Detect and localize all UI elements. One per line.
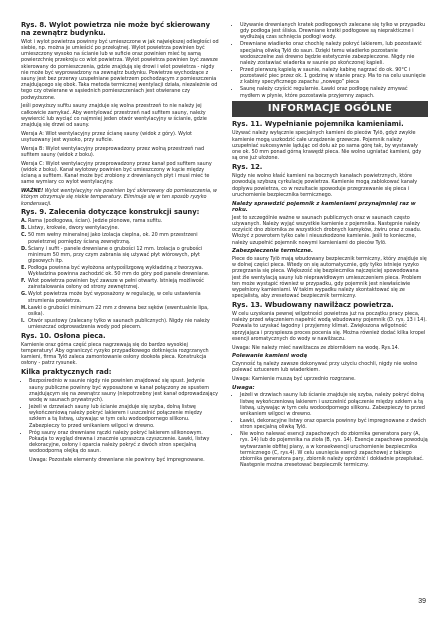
rys11-paragraph: Używać należy wyłącznie specjalnych kamieni do pieców Tylö, gdyż zwykłe kamienie mogą uszkodzić całe urządzenie grzewcze. Pojemnik należy uzupełniać sukcesywnie lądując od dołu aż po sama górę tak, by wystawały one ok. 50 mm ponad górną krawędź pieca. Nie wolno ugniatać kamieni, gdy są one już ułożone. [232,130,422,162]
rys13-heading: Rys. 13. Wbudowany nawilżacz powietrza. [232,300,394,309]
list-item: • Nie wolno nalewać esencji zapachowych do zbiornika generatora pary (A, rys. 14) lub do pojemnika na zioła (B, rys. 14). Esencje zapachowe powodują wytwarzanie obfitej piany, a w konsekwencji uruchomienie bezpiecznika termicznego (C, rys.4). W celu usunięcia esencji zapachowej z takiego zbiornika generatora pary, zbiornik należy opróżnić i dokładnie przepłukać. Następnie można zresetować bezpiecznik termiczny. [240,431,428,468]
wazne-note [21,188,219,207]
list-item: G. Wylot powietrza może być wyposażony w regulację, w celu ustawienia strumienia powietrza. [21,291,201,304]
rys10-paragraph: Kamienie oraz górna część pieca nagrzewają się do bardzo wysokiej temperatury! Aby ograniczyć ryzyko przypadkowego dotknięcia rozgrzanych kamieni, firma Tylö zaleca zamontowanie osłony dookoła pieca. Konstrukcja osłony - patrz rysunek. [21,341,209,367]
polewanie-heading: Polewanie kamieni wodą [232,353,308,360]
list-item: • Próg sauny oraz drewniane rączki należy pokryć lakierem silikonowym. Pokazja to wygląd drewna i znacznie upraszcza czyszczenie. Ławki, listwy dekoracyjne, osłony i oparcia należy pokryć z dwóch stron specjalną wodoodporną olejką do saun. [29,430,219,455]
list-item: • Ławki, dekoracyjne listwy oraz oparcia powinny być impregnowane z dwóch stron specjalną oliwką Tylö. [240,418,428,430]
wersja-b-paragraph: Wersja B: Wylot wentylacyjny przeprowadzony przez wolną przestrzeń nad sufitem sauny (widok z boku). [21,145,205,158]
rys8-heading: Rys. 8. Wylot powietrza nie może być skierowany na zewnątrz budynku. [21,21,211,37]
uwaga-heading: Uwaga: [232,384,255,391]
list-item: I. Otwór spustowy (zalecany tylko w saunach publicznych). Nigdy nie należy umieszczać odprowadzenia wody pod piecem. [21,317,210,331]
list-item: D. Ściany i sufit - panele drewniane o grubości 12 mm. Izolacja o grubości minimum 50 mm, przy czym zabrania się używać płyt wiórowych, płyt gipsowych itp. [21,245,203,265]
section-banner: INFORMACJE OGÓLNE [232,101,428,117]
rys12-heading: Rys. 12. [232,163,263,172]
list-item: H. Ławki o grubości minimum 22 mm z drewna bez sęków (ewentualnie lipa, osika). [21,304,209,317]
rys11-heading: Rys. 11. Wypełnianie pojemnika kamieniami. [232,120,404,129]
list-item: E. Podłoga powinna być wyłożona antypoślizgową wykładziną z tworzywa. Wykładzina powinna zachodzić ok. 50 mm do góry pod panele drewniane. [21,265,210,278]
left-column [21,22,219,466]
zabezpieczenie-heading: Zabezpieczenie termiczne. [232,248,313,255]
wersja-c-paragraph: Wersja C: Wylot wentylacyjny przeprowadzony przez kanał pod sufitem sauny (widok z boku). Kanał wylotowy powinien być umieszczony w kącie między ścianą a sufitem. Kanał może być zrobiony z drewnianych płyt i musi mieć te same wymiary co wylot wentylacyjny. [21,160,212,186]
kilka-heading: Kilka praktycznych rad: [21,368,112,377]
rys8-paragraph-1: Wlot i wylot powietrza powinny być umieszczone w jak największej odległości od siebie, np. można je umieścić po przekątnej. Wylot powietrza powinien być umieszczony wysoko na ścianie lub w suficie oraz powinien mieć tę samą powierzchnię przekroju co wlot powietrza. Wylot powietrza powinien być zawsze skierowany do pomieszczenia, gdzie znajdują się drowi i wlot powietrza - nigdy nie może być wyprowadzony na zewnątrz budynku. Powietrze wychodzące z sauny jest bez przerwy uzupełniane powietrzem pochodzącym z pomieszczenia znajdującego się obok. Taka metoda termicznej wentylacji działa, niezależnie od tego czy otwierane w sąsiednich pomieszczeniach jest otwierane czy podwyższone. [21,38,219,101]
nalezy-heading: Należy sprawdzić pojemnik z kamieniami przynajmniej raz w roku. [232,200,416,214]
rys13-paragraph: W celu uzyskania pewnej wilgotności powietrza już na początku pracy pieca, należy przed włączeniem napełnić wodą wbudowany pojemnik (D. rys. 13 i 14). Pozwala to uzyskać łagodny i przyjemny klimat. Zwiększona wilgotność sprzyjająca i przyspiesza proces pocenia się. Można również dodać kilka kropel esencji aromatycznych do wody w nawilżaczu. [232,311,427,342]
list-item: A. Rama (podłogowa, ścian). Jedzie pionowe, rama sufitu. [21,218,163,225]
list-item: • Saunę należy czyścić regularnie. Ławki oraz podłogę należy zmywać mydłem w płynie, które pozostawia przyjemny zapach. [240,86,428,98]
kilka-uwaga: Uwaga: Pozostałe elementy drewniane nie powinny być impregnowane. [29,456,205,463]
rys13-uwaga: Uwaga: Nie należy mieć nawilżacza ze zbiornikiem na wodę. Rys.14. [232,344,400,351]
list-item: • Bezpośrednio w saunie nigdy nie powinien znajdować się spust. Jedynie sauny publiczne powinny być wyposażone w kanał połączony ze spustem znajdującym się na zewnątrz sauny (niepotrzebny jest kanał odprowadzający wodę w saunach prywatnych). [29,378,219,403]
rys12-paragraph: Nigdy nie wolno kłaść kamieni na bocznych kanałach powietrznych, które powodują szybszą cyrkulację powietrza. Kamienie mogą zablokować kanały dopływu powietrza, co w rezultacie spowoduje przegrzewanie się pieca i uruchomienie bezpiecznika termicznego. [232,173,418,198]
rys9-list [21,218,219,330]
rys8-paragraph-2: Jeśli powyższy sufitu sauny znajduje się wolna przestrzeń to nie należy jej całkowicie zamykać. Aby wentylować przestrzeń nad sufitem sauny, należy wywiercić lub wyciąć co najmniej jeden otwór wentylacyjny w ścianie, gdzie znajdują się drzwi od sauny. [21,103,207,128]
rys9-heading: Rys. 9. Zalecenia dotyczące konstrukcji sauny: [21,208,200,217]
nalezy-paragraph: Jest to szczególnie ważne w saunach publicznych oraz w saunach często używanych. Należy wyjąć wszystkie kamienie z pojemnika. Następnie należy oczyścić dno zbiornika ze wszystkich drobnych kamyków, żwiru oraz z osadu. Włożyć z powrotem tylko całe i nieuszkodzone kamienie. Jeśli to konieczne, należy uzupełnić pojemnik nowymi kamieniami do pieców Tylö. [232,214,422,246]
list-item: C. 50 mm wełny mineralnej jako izolacja cieplna, ok. 20 mm przestrzeni powietrznej pomiędzy ścianą zewnętrzną. [21,232,198,245]
top-list [232,22,428,99]
zabezpieczenie-paragraph: Piece do sauny Tylö mają wbudowany bezpiecznik termiczny, który znajduje się w dolnej części pieca. Wtedy on się automatycznie, gdy tylko istnieje ryzyko przegrzania się pieca. Większość się bezpiecznika najczęściej spowodowana jest źle wentylacją sauny lub nieprawidłowym umieszczeniem pieca. Problem ten może wystąpić również w przypadku, gdy pojemnik jest niewłaściwie wypełniony kamieniami. W takim wypadku należy skontaktować się ze specjalistą, aby zresetować bezpiecznik termiczny. [232,255,427,300]
uwaga-list [232,392,428,468]
list-item: F. Wlot powietrza powinien być zawsze w pełni otwarty. Istnieją możliwość zainstalowania osłony od strony zewnętrznej. [21,278,204,291]
kilka-list [21,378,219,454]
right-column [232,22,428,471]
page-number: 39 [418,598,426,605]
list-item: • Używanie drewnianych kratek podłogowych zalecane się tylko w przypadku gdy podłoga jest śliska. Drewniane kratki podłogowe są nieprakticzne i wydłużają czas schnięcia podłogi wody. [240,22,428,41]
list-item: B. Listwy, krokwie, dwory wentylacyjne. [21,225,120,232]
polewanie-uwaga: Uwaga: Kamienie muszą być uprzednio rozgrzane. [232,376,356,383]
list-item: • Drewniane wiadierko oraz chochlę należy pokryć lakierem, lub pozostawić specjalną oliwką Tylö do saun. Dzięki temu wiadierko pozostanie wodoszczelne zaś drewno będzie estetycznie zabezpieczone. Nigdy nie należy zostawiać wiaderka w saunie po skończonej kąpieli. [240,41,428,66]
rys10-heading: Rys. 10. Osłona pieca. [21,331,106,340]
list-item: • Przed pierwszą kąpielą w saunie, należy kabinę nagrzać do ok. 90°C i pozostawić piec przez ok. 1 godzinę w stanie pracy. Ma to na celu usunięcie z kabiny specyficznego zapachu „nowego” pieca [240,67,428,86]
list-item: • Jeżeli w dzrzwiach sauny lub ścianie znajduje się szyba, dolną listwę wykończeniową należy pokryć lakierem i uszczelnić połączenie między szkłem a tą listwą, używając w tym celu wodoodpornego silikonu. Zabezpieczy to przed wnikaniem wilgoci w drewno. [29,404,219,429]
wazne-text: Wylot wentylacyjny nie powinien być skierowany do pomieszczenia, w którym otrzymuje się niskie temperatury. Eliminuje się w ten sposób ryzyko kondensacji. [21,188,218,207]
list-item: • Jeżeli w drzwiach sauny lub ścianie znajduje się szyba, należy pokryć dolną listwę wykończeniową lakierem i uszczelnić połączenie między szkłem a tą listwą, używając w tym celu wodoodpornego silikonu. Zabezpieczy to przed wnikaniem wilgoci w drewno. [240,392,428,417]
wazne-label: WAŻNE! [21,188,44,195]
wersja-a-paragraph: Wersja A: Wlot wentylacyjny przez ścianę sauny (widok z góry). Wylot usytuowany jest wysoko, przy suficie. [21,130,192,143]
polewanie-paragraph: Czynność tą należy zawsze dokonywać przy użyciu chochli, nigdy nie wolno polewać sztucerem lub wiaderkiem. [232,361,418,374]
